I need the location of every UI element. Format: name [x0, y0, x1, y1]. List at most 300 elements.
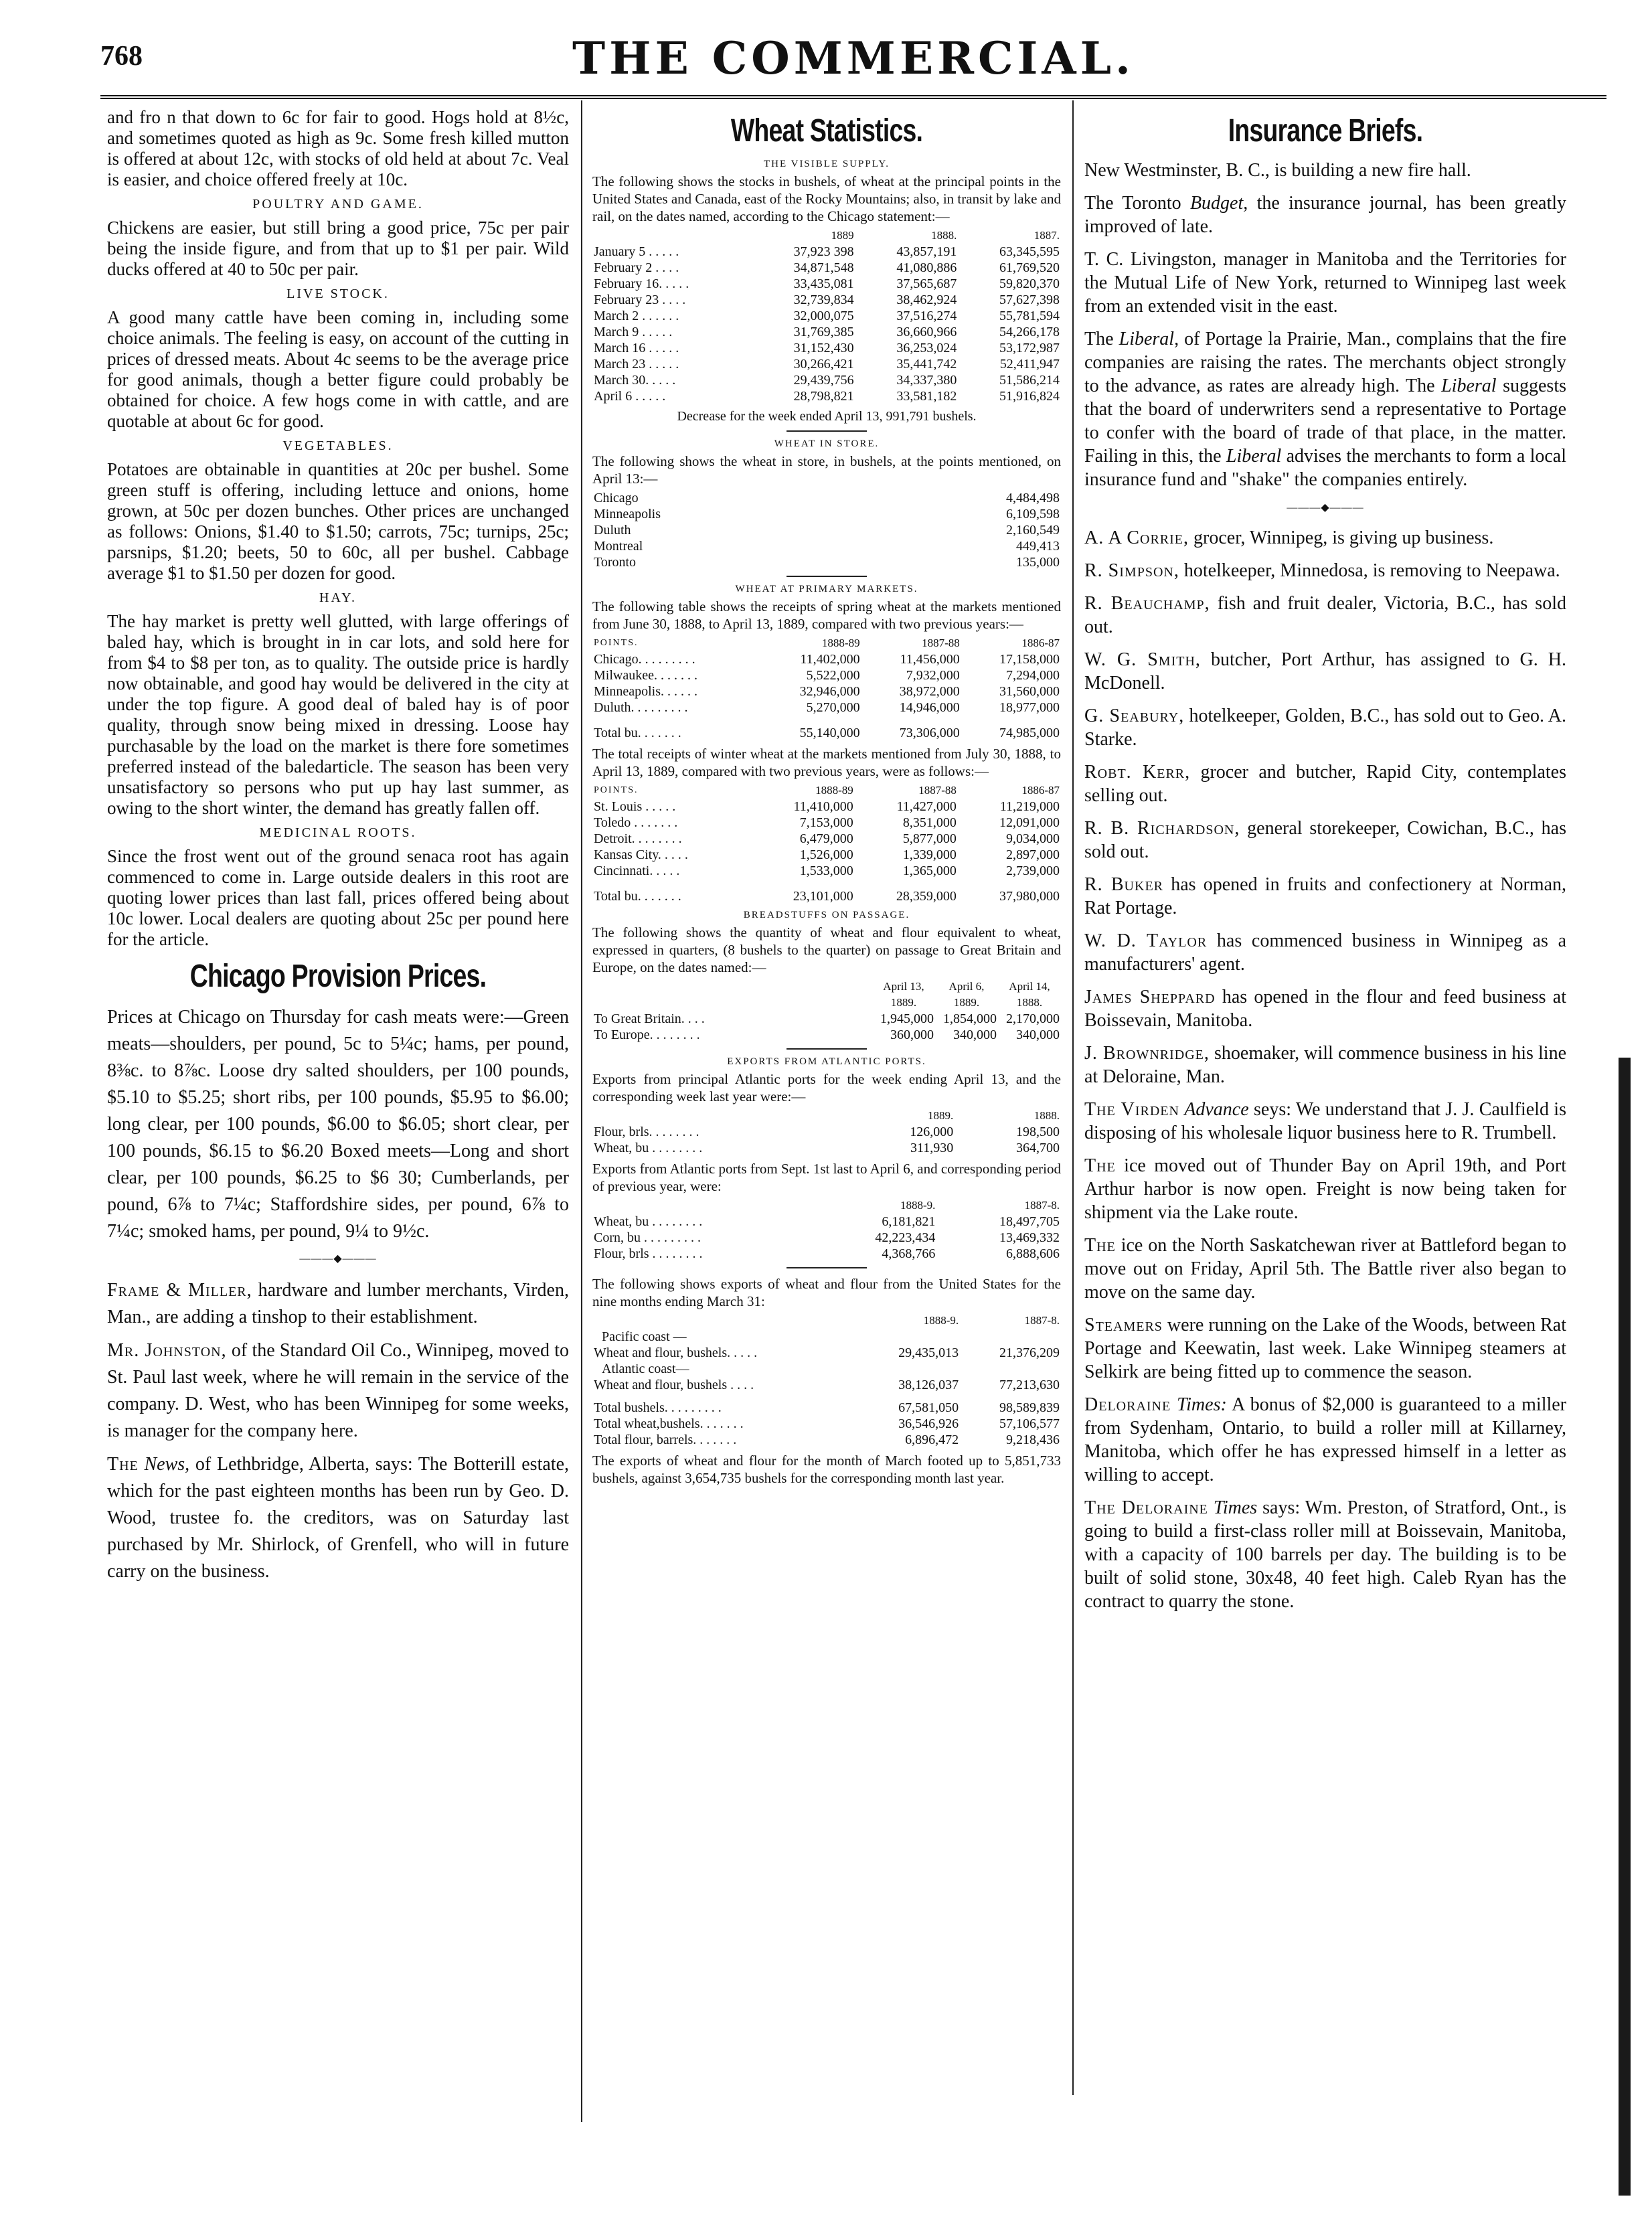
table-cell: 57,106,577 — [999, 1416, 1060, 1431]
section-subhead: LIVE STOCK. — [286, 286, 390, 301]
table-cell: Toledo . . . . . . . — [594, 815, 678, 830]
table-cell: Total bushels. . . . . . . . . — [594, 1400, 722, 1415]
separator — [787, 430, 867, 432]
section-subhead: BREADSTUFFS ON PASSAGE. — [743, 910, 910, 920]
news-item — [1084, 1042, 1566, 1088]
column-header: 1887-88 — [922, 637, 960, 649]
table-row — [592, 1214, 1061, 1230]
table-cell: 18,497,705 — [999, 1214, 1060, 1229]
news-item-text: shoemaker, will commence business in his line at Deloraine, Man. — [1084, 1043, 1566, 1087]
table-row — [592, 490, 1061, 506]
table-cell: 11,402,000 — [800, 652, 860, 667]
table-row — [592, 815, 1061, 831]
table-cell: 2,170,000 — [1006, 1011, 1060, 1026]
table-row — [592, 388, 1061, 404]
table-row — [592, 700, 1061, 716]
table-cell: 55,140,000 — [799, 726, 860, 740]
winter-wheat-table — [592, 783, 1061, 904]
table-row — [592, 1432, 1061, 1448]
table-row — [592, 260, 1061, 276]
news-item — [1084, 873, 1566, 920]
vegetables-paragraph: Potatoes are obtainable in quantities at 20c per bushel. Some green stuff is offering, including lettuce and onions, home grown, at 50c per dozen bunches. Other prices are unchanged as follows: Onions, $1.40 to $1.50; carrots, 75c; turnips, 25c; parsnips, $1.20; beets, 50 to 60c, all per bushel. Cabbage average $1 to $1.50 per dozen for good. — [107, 459, 569, 583]
news-item-name: W. D. Taylor — [1084, 930, 1208, 951]
table-cell: 38,462,924 — [896, 293, 957, 307]
news-item-text: ice moved out of Thunder Bay on April 19th, and Port Arthur harbor is now open. Freight is now being taken for shipment via the Lake route. — [1084, 1155, 1566, 1223]
section-subhead: MEDICINAL ROOTS. — [259, 825, 417, 840]
table-cell: 1,526,000 — [799, 847, 853, 862]
table-cell: 31,769,385 — [793, 325, 854, 339]
table-cell: 29,435,013 — [898, 1345, 959, 1360]
column-header: 1888. — [1034, 1109, 1060, 1122]
table-cell: Wheat and flour, bushels. . . . . — [594, 1345, 758, 1360]
column-header: 1887-8. — [1024, 1314, 1060, 1327]
column-rule-2 — [1072, 100, 1074, 2095]
table-row — [592, 847, 1061, 863]
table-cell: 340,000 — [1016, 1027, 1060, 1042]
section-subhead: WHEAT IN STORE. — [774, 438, 880, 449]
table-cell: 5,522,000 — [806, 668, 860, 683]
column-header: POINTS. — [594, 638, 639, 648]
news-item-text: The Toronto — [1084, 193, 1190, 214]
table-cell: 57,627,398 — [999, 293, 1060, 307]
table-cell: 55,781,594 — [999, 309, 1060, 323]
table-cell: Toronto — [594, 555, 637, 570]
news-item: New Westminster, B. C., is building a new fire hall. — [1084, 160, 1471, 181]
table-cell: Total flour, barrels. . . . . . . — [594, 1432, 737, 1447]
table-cell: 360,000 — [890, 1027, 934, 1042]
news-item-text: hardware and lumber merchants, Virden, Man., are adding a tinshop to their establishment. — [107, 1280, 569, 1327]
separator — [787, 1267, 867, 1268]
news-item-text: says: Wm. Preston, of Stratford, Ont., is going to build a first-class roller mill at Boissevain, Manitoba, with a capacity of 100 barrels per day. The building is to be built of solid stone, 30x48, 40 feet high. Caleb Ryan has the contract to quarry the stone. — [1084, 1497, 1566, 1612]
news-item-name: The — [107, 1454, 139, 1475]
news-item — [1084, 1496, 1566, 1613]
news-item-text: were running on the Lake of the Woods, between Rat Portage and Keewatin, last week. Lake Winnipeg steamers at Selkirk are being fitted up to commence the season. — [1084, 1315, 1566, 1382]
page-header — [100, 27, 1606, 100]
table-row — [592, 1416, 1061, 1432]
table-cell: 1,533,000 — [799, 863, 853, 878]
table-cell: Atlantic coast— — [602, 1362, 689, 1376]
table-row — [592, 522, 1061, 538]
table-cell: March 23 . . . . . — [594, 357, 679, 372]
wheat-in-store-table — [592, 490, 1061, 570]
table-cell: 36,546,926 — [898, 1416, 959, 1431]
table-row — [592, 799, 1061, 815]
article-title: Chicago Provision Prices. — [189, 959, 487, 994]
newspaper-name: Budget, — [1189, 193, 1248, 214]
table-row — [592, 1400, 1061, 1416]
table-cell: February 2 . . . . — [594, 260, 679, 275]
table-row — [592, 506, 1061, 522]
section-subhead: VEGETABLES. — [282, 438, 394, 453]
news-item-text: the insurance journal, has been greatly improved of late. — [1084, 193, 1566, 237]
table-cell: 7,932,000 — [906, 668, 960, 683]
column-header: April 14, 1888. — [1009, 980, 1050, 1009]
table-cell: 67,581,050 — [898, 1400, 959, 1415]
column-header: 1887-8. — [1024, 1199, 1060, 1212]
table-cell: 8,351,000 — [902, 815, 957, 830]
table-row — [592, 308, 1061, 324]
news-item — [1084, 526, 1566, 550]
table-cell: 364,700 — [1016, 1141, 1060, 1155]
table-row — [592, 1345, 1061, 1361]
news-item — [1084, 1098, 1566, 1145]
table-total-row — [592, 725, 1061, 741]
table-cell: March 30. . . . . — [594, 373, 676, 388]
table-cell: 6,109,598 — [1006, 507, 1060, 521]
intro-paragraph: The following shows the wheat in store, in bushels, at the points mentioned, on April 13:— — [592, 453, 1061, 487]
table-cell: 13,469,332 — [999, 1230, 1060, 1245]
news-item — [1084, 559, 1566, 582]
table-cell: 33,435,081 — [793, 276, 854, 291]
table-cell: 32,739,834 — [793, 293, 854, 307]
table-cell: 31,152,430 — [793, 341, 854, 355]
news-item-text: hotelkeeper, Golden, B.C., has sold out to Geo. A. Starke. — [1084, 706, 1566, 750]
table-cell: 41,080,886 — [896, 260, 957, 275]
table-row — [592, 1230, 1061, 1246]
table-row — [592, 244, 1061, 260]
article-title: Wheat Statistics. — [730, 113, 923, 149]
table-cell: 11,456,000 — [900, 652, 960, 667]
article-title: Insurance Briefs. — [1228, 113, 1423, 149]
table-cell: 9,034,000 — [1006, 831, 1060, 846]
table-cell: 2,897,000 — [1006, 847, 1060, 862]
table-cell: 98,589,839 — [999, 1400, 1060, 1415]
table-cell: St. Louis . . . . . — [594, 799, 676, 814]
table-cell: 6,888,606 — [1006, 1246, 1060, 1261]
news-item — [107, 1337, 569, 1445]
table-cell: Minneapolis. . . . . . — [594, 684, 697, 699]
table-cell: 63,345,595 — [999, 244, 1060, 259]
table-row — [592, 667, 1061, 683]
table-cell: Duluth. . . . . . . . . — [594, 700, 688, 715]
newspaper-name: Advance — [1184, 1099, 1249, 1120]
table-cell: 23,101,000 — [793, 889, 853, 904]
news-item-text: The — [1084, 329, 1119, 349]
briefs-list — [1084, 526, 1566, 1613]
intro-paragraph: Exports from principal Atlantic ports for the week ending April 13, and the corresponding week last year were:— — [592, 1071, 1061, 1104]
column-right — [1084, 107, 1566, 1623]
table-cell: 42,223,434 — [875, 1230, 936, 1245]
table-cell: 37,516,274 — [896, 309, 957, 323]
table-cell: 198,500 — [1016, 1125, 1060, 1139]
news-item-name: The Deloraine — [1084, 1497, 1208, 1518]
table-row — [592, 538, 1061, 554]
table-row — [592, 340, 1061, 356]
table-cell: 4,484,498 — [1006, 491, 1060, 505]
table-cell: Flour, brls. . . . . . . . — [594, 1125, 699, 1139]
table-cell: 449,413 — [1016, 539, 1060, 554]
news-item-name: R. B. Richardson, — [1084, 818, 1240, 839]
table-cell: 6,181,821 — [882, 1214, 936, 1229]
table-cell: Flour, brls . . . . . . . . — [594, 1246, 703, 1261]
page-number: 768 — [100, 41, 143, 72]
news-item-text: butcher, Port Arthur, has assigned to G. H. McDonell. — [1084, 649, 1567, 693]
breadstuffs-table — [592, 979, 1061, 1043]
table-row — [592, 1011, 1061, 1027]
table-cell: 59,820,370 — [999, 276, 1060, 291]
column-header: April 6, 1889. — [948, 980, 985, 1009]
news-item-text: of the Standard Oil Co., Winnipeg, moved to St. Paul last week, where he will remain in the service of the company. D. West, who has been Winnipeg for some weeks, is manager for the company here. — [107, 1340, 569, 1441]
news-item: T. C. Livingston, manager in Manitoba and the Territories for the Mutual Life of New York, returned to Winnipeg last week from an extended visit in the east. — [1084, 249, 1566, 317]
news-item — [1084, 760, 1566, 807]
news-item — [1084, 817, 1566, 863]
news-item-text: general storekeeper, Cowichan, B.C., has sold out. — [1084, 818, 1566, 862]
table-cell: 30,266,421 — [793, 357, 854, 372]
news-item — [1084, 929, 1566, 976]
table-cell: February 16. . . . . — [594, 276, 689, 291]
news-item-text: fish and fruit dealer, Victoria, B.C., has sold out. — [1084, 593, 1566, 637]
table-cell: Total bu. . . . . . . — [594, 889, 681, 904]
news-item-text: advises the merchants to form a local insurance fund and "shake" the companies entirely. — [1084, 446, 1566, 490]
news-item-name: Deloraine — [1084, 1394, 1171, 1415]
intro-paragraph: The following shows the quantity of wheat and flour equivalent to wheat, expressed in quarters, (8 bushels to the quarter) on passage to Great Britain and Europe, on the dates named:— — [592, 924, 1061, 975]
table-row — [592, 863, 1061, 879]
table-cell: 37,565,687 — [896, 276, 957, 291]
table-row — [592, 651, 1061, 667]
news-item-name: A. A Corrie, — [1084, 527, 1189, 548]
news-item — [1084, 704, 1566, 751]
table-cell: Wheat and flour, bushels . . . . — [594, 1378, 754, 1392]
news-item — [1084, 191, 1566, 238]
table-cell: 11,410,000 — [793, 799, 853, 814]
table-cell: 135,000 — [1016, 555, 1060, 570]
column-header: POINTS. — [594, 785, 639, 795]
news-item-text: seys: We understand that J. J. Caulfield is disposing of his wholesale liquor business here to R. Trumbell. — [1084, 1099, 1566, 1143]
separator — [787, 1048, 867, 1050]
column-header: 1887-88 — [918, 784, 957, 797]
table-row — [592, 554, 1061, 570]
separator — [787, 576, 867, 577]
table-cell: Kansas City. . . . . — [594, 847, 688, 862]
table-row — [592, 1027, 1061, 1043]
news-item-text: has opened in fruits and confectionery at Norman, Rat Portage. — [1084, 874, 1566, 918]
table-cell: 11,219,000 — [999, 799, 1060, 814]
table-cell: 1,854,000 — [943, 1011, 997, 1026]
table-row — [592, 1377, 1061, 1393]
table-cell: 34,337,380 — [896, 373, 957, 388]
table-cell: Wheat, bu . . . . . . . . — [594, 1141, 703, 1155]
table-cell: February 23 . . . . — [594, 293, 686, 307]
table-cell: 9,218,436 — [1006, 1432, 1060, 1447]
column-header: 1889 — [831, 229, 854, 242]
section-subhead: POULTRY AND GAME. — [252, 197, 424, 212]
news-item — [1084, 985, 1566, 1032]
table-cell: 51,586,214 — [999, 373, 1060, 388]
primary-markets-table — [592, 635, 1061, 741]
table-cell: 7,294,000 — [1006, 668, 1060, 683]
intro-paragraph: The following table shows the receipts of spring wheat at the markets mentioned from June 30, 1888, to April 13, 1889, compared with two previous years:— — [592, 598, 1061, 632]
table-row — [592, 356, 1061, 372]
table-row — [592, 683, 1061, 700]
table-cell: 5,270,000 — [806, 700, 860, 715]
news-item-text: grocer, Winnipeg, is giving up business. — [1189, 527, 1494, 548]
section-subhead: EXPORTS FROM ATLANTIC PORTS. — [727, 1056, 926, 1067]
table-cell: Corn, bu . . . . . . . . . — [594, 1230, 701, 1245]
news-item — [107, 1277, 569, 1331]
column-header: 1888. — [931, 229, 957, 242]
masthead: THE COMMERCIAL. — [572, 32, 1135, 84]
table-cell: 34,871,548 — [793, 260, 854, 275]
table-cell: January 5 . . . . . — [594, 244, 679, 259]
table-cell: 14,946,000 — [899, 700, 960, 715]
table-cell: 43,857,191 — [896, 244, 957, 259]
table-cell: Detroit. . . . . . . . — [594, 831, 682, 846]
news-item-text: suggests that the board of underwriters send a representative to Portage to confer with the board of trade of that place, in the matter. Failing in this, the — [1084, 376, 1566, 467]
table-cell: 36,253,024 — [896, 341, 957, 355]
newspaper-name: Times: — [1177, 1394, 1227, 1415]
table-cell: 52,411,947 — [999, 357, 1060, 372]
table-cell: 32,000,075 — [793, 309, 854, 323]
news-item-text: A bonus of $2,000 is guaranteed to a miller from Sydenham, Ontario, to build a roller mill at Killarney, Manitoba, which offer he has expressed himself in a letter as willing to accept. — [1084, 1394, 1566, 1485]
table-cell: 74,985,000 — [999, 726, 1060, 740]
table-cell: To Europe. . . . . . . . — [594, 1027, 700, 1042]
table-cell: 6,896,472 — [905, 1432, 959, 1447]
table-row — [592, 1124, 1061, 1140]
news-item-text: has opened in the flour and feed business at Boissevain, Manitoba. — [1084, 987, 1566, 1031]
newspaper-name: Liberal — [1226, 446, 1282, 467]
table-cell: Chicago. . . . . . . . . — [594, 652, 695, 667]
table-cell: April 6 . . . . . — [594, 389, 666, 404]
news-item-name: The — [1084, 1235, 1116, 1256]
column-header: 1888-89 — [821, 637, 860, 649]
table-cell: 31,560,000 — [999, 684, 1060, 699]
column-header: 1886-87 — [1021, 637, 1060, 649]
table-row — [592, 372, 1061, 388]
news-item-name: Mr. Johnston, — [107, 1340, 227, 1361]
table-cell: 37,923 398 — [793, 244, 854, 259]
table-cell: 1,365,000 — [902, 863, 957, 878]
news-item — [1084, 1154, 1566, 1224]
header-rule — [100, 95, 1606, 99]
table-cell: 61,769,520 — [999, 260, 1060, 275]
column-left — [107, 107, 569, 1592]
news-item-name: R. Buker — [1084, 874, 1163, 895]
table-cell: 12,091,000 — [999, 815, 1060, 830]
table-cell: Duluth — [594, 523, 631, 538]
table-cell: 2,160,549 — [1006, 523, 1060, 538]
table-cell: Montreal — [594, 539, 643, 554]
table-cell: Pacific coast — — [602, 1329, 687, 1344]
table-cell: 32,946,000 — [799, 684, 860, 699]
column-header: 1888-9. — [923, 1314, 959, 1327]
table-cell: 36,660,966 — [896, 325, 957, 339]
visible-supply-table — [592, 228, 1061, 404]
table-cell: 1,339,000 — [902, 847, 957, 862]
table-cell: 29,439,756 — [793, 373, 854, 388]
news-item — [1084, 1234, 1566, 1304]
table-cell: Chicago — [594, 491, 639, 505]
table-cell: 11,427,000 — [896, 799, 957, 814]
news-item-name: R. Simpson, — [1084, 560, 1179, 581]
livestock-paragraph: A good many cattle have been coming in, including some choice animals. The feeling is easy, on account of the cutting in prices of dressed meats. About 4c seems to be the average price for good animals, though a better figure could probably be obtained for choice. A few hogs come in with cattle, and are quotable at about 6c for good. — [107, 307, 569, 431]
table-cell: 311,930 — [910, 1141, 954, 1155]
news-item — [1084, 648, 1566, 695]
table-cell: 4,368,766 — [882, 1246, 936, 1261]
table-cell: Total bu. . . . . . . — [594, 726, 681, 740]
table-cell: 18,977,000 — [999, 700, 1060, 715]
table-cell: 28,359,000 — [896, 889, 957, 904]
table-cell: March 9 . . . . . — [594, 325, 673, 339]
table-cell: 38,972,000 — [899, 684, 960, 699]
news-item — [107, 1451, 569, 1585]
table-row — [592, 831, 1061, 847]
table-cell: 53,172,987 — [999, 341, 1060, 355]
table-cell: 5,877,000 — [902, 831, 957, 846]
table-cell: 7,153,000 — [799, 815, 853, 830]
news-item-text: of Lethbridge, Alberta, says: The Botterill estate, which for the past eighteen months has been run by Geo. D. Wood, trustee fo. the creditors, was on Saturday last purchased by Mr. Shirlock, of Grenfell, who will in future carry on the business. — [107, 1454, 569, 1582]
table-cell: March 2 . . . . . . — [594, 309, 679, 323]
news-item-name: W. G. Smith, — [1084, 649, 1201, 670]
column-header: 1887. — [1034, 229, 1060, 242]
news-item-name: Steamers — [1084, 1315, 1163, 1335]
decrease-note: Decrease for the week ended April 13, 991,791 bushels. — [677, 409, 977, 424]
news-item-name: R. Beauchamp, — [1084, 593, 1210, 614]
column-middle — [592, 107, 1061, 1489]
column-header: 1888-89 — [815, 784, 853, 797]
news-item-name: Robt. Kerr, — [1084, 762, 1191, 783]
column-header: April 13, 1889. — [883, 980, 924, 1009]
news-item — [1084, 1393, 1566, 1487]
news-item-text: ice on the North Saskatchewan river at Battleford began to move out on Friday, April 5th. The Battle river also began to move on the same day. — [1084, 1235, 1566, 1303]
newspaper-name: Liberal, — [1119, 329, 1179, 349]
table-cell: 54,266,178 — [999, 325, 1060, 339]
column-rule-1 — [581, 100, 582, 2122]
section-subhead: HAY. — [319, 590, 357, 605]
table-cell: March 16 . . . . . — [594, 341, 679, 355]
news-item-name: J. Brownridge, — [1084, 1043, 1210, 1064]
table-cell: 37,980,000 — [999, 889, 1060, 904]
medicinal-roots-paragraph: Since the frost went out of the ground senaca root has again commenced to come in. Large outside dealers in this root are quoting lower prices than last fall, prices offered being about 10c lower. Local dealers are quoting about 25c per pound here for the article. — [107, 846, 569, 949]
table-cell: 73,306,000 — [899, 726, 960, 740]
news-item — [1084, 1313, 1566, 1384]
table-row — [592, 1140, 1061, 1156]
separator: ———◆——— — [299, 1253, 377, 1264]
newspaper-name: Times — [1213, 1497, 1258, 1518]
table-cell: 126,000 — [910, 1125, 954, 1139]
chicago-prices-paragraph: Prices at Chicago on Thursday for cash meats were:—Green meats—shoulders, per pound, 5c to 5¼c; hams, per pound, 8⅜c. to 8⅞c. Loose dry salted shoulders, per 100 pounds, $5.10 to $5.25; short ribs, per 100 pounds, $5.95 to $6.00; long clear, per 100 pounds, $6.00 to $6.05; short clear, per 100 pounds, $6.15 to $6.20 Boxed meets—Long and short clear, per 100 pounds, $6.25 to $6 30; Cumberlands, per pound, 6⅞ to 7¼c; Staffordshire sides, per pound, 6⅞ to 7¼c; smoked hams, per pound, 9¼ to 9½c. — [107, 1007, 569, 1242]
news-item-text: has commenced business in Winnipeg as a manufacturers' agent. — [1084, 930, 1566, 975]
news-item — [1084, 592, 1566, 639]
newspaper-name: News, — [144, 1454, 190, 1475]
section-subhead: WHEAT AT PRIMARY MARKETS. — [735, 584, 918, 594]
column-header: 1889. — [927, 1109, 954, 1122]
news-item-name: The Virden — [1084, 1099, 1179, 1120]
table-cell: 6,479,000 — [799, 831, 853, 846]
table-cell: Cincinnati. . . . . — [594, 863, 680, 878]
atlantic-exports-table — [592, 1108, 1061, 1156]
section-subhead: THE VISIBLE SUPPLY. — [763, 159, 890, 169]
table-cell: To Great Britain. . . . — [594, 1011, 705, 1026]
closing-paragraph: The exports of wheat and flour for the month of March footed up to 5,851,733 bushels, against 3,654,735 bushels for the corresponding month last year. — [592, 1453, 1061, 1486]
table-cell: 2,739,000 — [1006, 863, 1060, 878]
intro-paragraph: The following shows exports of wheat and flour from the United States for the nine months ending March 31: — [592, 1276, 1061, 1309]
table-cell: 17,158,000 — [999, 652, 1060, 667]
column-header: 1886-87 — [1021, 784, 1060, 797]
table-cell: 77,213,630 — [999, 1378, 1060, 1392]
hay-paragraph: The hay market is pretty well glutted, with large offerings of baled hay, which is brought in in car lots, and sold here for from $4 to $8 per ton, as to quality. The outside price is hardly now obtainable, and good hay would be delivered in the city at under the top figure. A good deal of baled hay is of poor quality, through snow being mixed in dressing. Loose hay purchasable by the load on the market is there fore sometimes preferred instead of the baledarticle. The season has been very unsatisfactory so persons who put up hay last summer, as owing to the short winter, the demand has greatly fallen off. — [107, 611, 569, 818]
news-item-text: of Portage la Prairie, Man., complains that the fire companies are raising the rates. The merchants object strongly to the advance, as rates are already high. The — [1084, 329, 1566, 396]
table-cell: 38,126,037 — [898, 1378, 959, 1392]
table-row — [592, 292, 1061, 308]
table-total-row — [592, 888, 1061, 904]
table-cell: Total wheat,bushels. . . . . . . — [594, 1416, 744, 1431]
table-cell: Wheat, bu . . . . . . . . — [594, 1214, 703, 1229]
column-header: 1888-9. — [900, 1199, 936, 1212]
table-cell: Milwaukee. . . . . . . — [594, 668, 697, 683]
news-item — [1084, 327, 1566, 491]
atlantic-exports-season-table — [592, 1198, 1061, 1262]
news-item-name: The — [1084, 1155, 1116, 1176]
